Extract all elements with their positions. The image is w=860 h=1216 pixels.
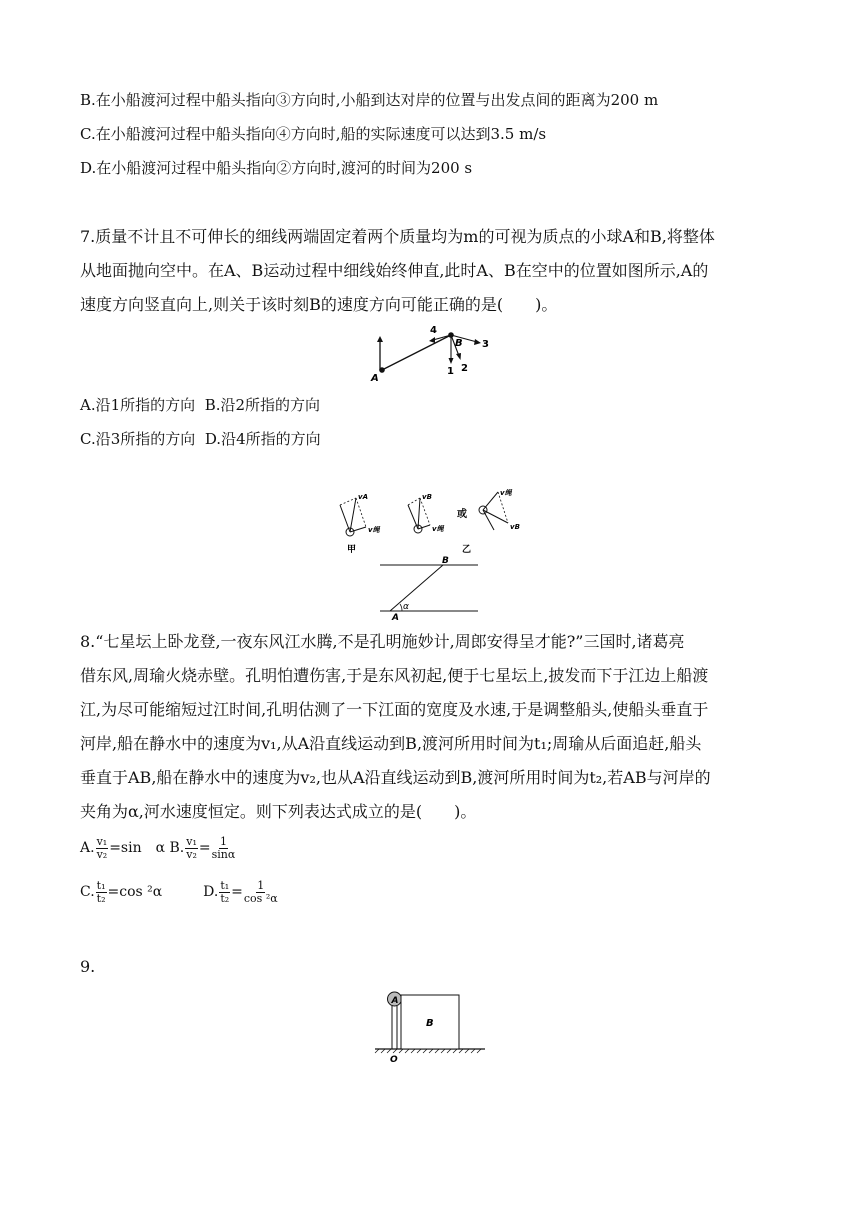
label-huo: 或 — [457, 509, 467, 520]
q7-line3: 速度方向竖直向上,则关于该时刻B的速度方向可能正确的是( )。 — [80, 295, 558, 314]
label-1: 1 — [447, 366, 454, 377]
q7-figure — [365, 320, 505, 384]
solution-figure — [330, 485, 530, 621]
ball-a — [379, 367, 385, 373]
label-b: B — [426, 1018, 434, 1029]
q8-line4: 河岸,船在静水中的速度为v₁,从A沿直线运动到B,渡河所用时间为t₁;周瑜从后面追赶,船头 — [80, 734, 702, 753]
label-a: A — [371, 373, 379, 384]
label-vb-yi2: vB — [510, 523, 520, 531]
q8-line1: 8.“七星坛上卧龙登,一夜东风江水腾,不是孔明施妙计,周郎安得呈才能?”三国时,诸葛亮 — [80, 632, 685, 651]
label-jia: 甲 — [347, 545, 357, 555]
q8-line5: 垂直于AB,船在静水中的速度为v₂,也从A沿直线运动到B,渡河所用时间为t₂,若AB与河岸的 — [80, 768, 711, 787]
q7-option-c: C.沿3所指的方向 — [80, 430, 196, 448]
q8-options-row1 — [80, 833, 236, 863]
q9-number: 9. — [80, 957, 96, 976]
label-river-a: A — [392, 613, 399, 621]
q8-line3: 江,为尽可能缩短过江时间,孔明估测了一下江面的宽度及水速,于是调整船头,使船头垂直于 — [80, 700, 709, 719]
q7-option-b: B.沿2所指的方向 — [204, 396, 321, 414]
q8-line6: 夹角为α,河水速度恒定。则下列表达式成立的是( )。 — [80, 802, 477, 821]
q9-figure — [373, 988, 489, 1068]
label-o: O — [390, 1055, 398, 1065]
q6-option-c: C.在小船渡河过程中船头指向④方向时,船的实际速度可以达到3.5 m/s — [80, 125, 547, 143]
label-river-b: B — [442, 556, 449, 566]
q7-stem — [80, 220, 780, 322]
q8-option-c: C. $\frac{\text{t₁}}{\text{t₂}}$ =cos ²α — [80, 878, 163, 905]
label-2: 2 — [461, 363, 468, 374]
q8-options-row2 — [80, 877, 279, 907]
label-4: 4 — [430, 325, 437, 336]
q8-line2: 借东风,周瑜火烧赤壁。孔明怕遭伤害,于是东风初起,便于七星坛上,披发而下于江边上船渡 — [80, 666, 709, 685]
label-vrope-yi1: v绳 — [432, 525, 444, 533]
label-vb-yi1: vB — [422, 493, 432, 501]
q7-option-a: A.沿1所指的方向 — [80, 396, 196, 414]
label-yi: 乙 — [462, 545, 472, 555]
q8-option-a: A. $\frac{\text{v₁}}{\text{v₂}}$ =sin α — [80, 834, 166, 861]
q6-option-b: B.在小船渡河过程中船头指向③方向时,小船到达对岸的位置与出发点间的距离为200 m — [80, 91, 659, 109]
vector-diagram-jia — [340, 493, 381, 555]
river-diagram — [380, 556, 478, 621]
q8-option-b: B. $\frac{\text{v₁}}{\text{v₂}}$ = $\frac{1}{\sin\alpha}$ — [169, 834, 236, 861]
q8-stem — [80, 625, 780, 829]
q8-option-d: D. $\frac{\text{t₁}}{\text{t₂}}$ = $\frac{1}{\text{cos ²α}}$ — [203, 878, 278, 905]
label-b: B — [455, 338, 463, 349]
q7-options-row1 — [80, 395, 320, 415]
label-vrope-jia: v绳 — [368, 526, 380, 534]
q7-option-d: D.沿4所指的方向 — [204, 430, 321, 448]
label-vrope-yi2: v绳 — [500, 489, 512, 497]
q7-line2: 从地面抛向空中。在A、B运动过程中细线始终伸直,此时A、B在空中的位置如图所示,A的 — [80, 261, 709, 280]
q6-option-d: D.在小船渡河过程中船头指向②方向时,渡河的时间为200 s — [80, 159, 473, 177]
vector-diagram-yi-2 — [479, 488, 520, 531]
q7-line1: 7.质量不计且不可伸长的细线两端固定着两个质量均为m的可视为质点的小球A和B,将整体 — [80, 227, 715, 246]
q7-options-row2 — [80, 429, 321, 449]
label-alpha: α — [403, 602, 409, 612]
vector-diagram-yi-1 — [408, 493, 445, 533]
label-va-jia: vA — [358, 493, 368, 501]
label-3: 3 — [482, 339, 489, 350]
label-a: A — [391, 996, 399, 1006]
